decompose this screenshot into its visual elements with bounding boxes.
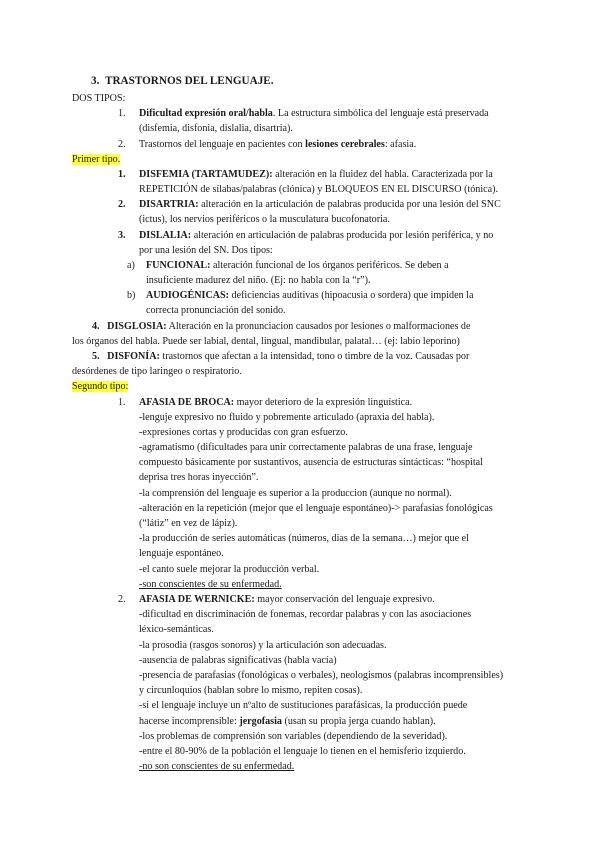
disglosia-cont: los órganos del habla. Puede ser labial, dental, lingual, mandibular, palatal… (ej: labio leporino): [72, 336, 460, 347]
wernicke-point: y circunloquios (hablan sobre lo mismo, repiten cosas).: [139, 685, 363, 696]
jergofasia-term: jergofasia: [239, 716, 282, 727]
primer-tipo-heading: Primer tipo.: [72, 154, 121, 165]
segundo-tipo-heading: Segundo tipo:: [72, 381, 129, 392]
broca-point: -el canto suele mejorar la producción verbal.: [139, 564, 320, 575]
disfemia-cont: REPETICIÓN de sílabas/palabras (clónica) y BLOQUEOS EN EL DISCURSO (tónica).: [139, 184, 499, 195]
wernicke-point: -si el lenguaje incluye un nºalto de sustituciones parafásicas, la producción puede: [139, 700, 468, 711]
heading-text: TRASTORNOS DEL LENGUAJE.: [104, 75, 274, 87]
disfonia-cont: desórdenes de tipo laringeo o respiratorio.: [72, 366, 242, 377]
wernicke-point: -los problemas de comprensión son variables (dependiendo de la severidad).: [139, 731, 448, 742]
wernicke-line: AFASIA DE WERNICKE: mayor conservación del lenguaje expresivo.: [139, 594, 435, 605]
heading-number: 3.: [91, 75, 100, 87]
disfemia-line: DISFEMIA (TARTAMUDEZ): alteración en la fluidez del habla. Caracterizada por la: [139, 169, 493, 180]
wernicke-point: léxico-semánticas.: [139, 624, 214, 635]
wernicke-point: -dificultad en discriminación de fonemas, recordar palabras y con las asociaciones: [139, 609, 472, 620]
broca-line: AFASIA DE BROCA: mayor deterioro de la expresión linguística.: [139, 397, 413, 408]
disfemia-term: DISFEMIA (TARTAMUDEZ):: [139, 169, 273, 180]
broca-term: AFASIA DE BROCA:: [139, 397, 235, 408]
dislalia-term: DISLALIA:: [139, 230, 192, 241]
audiogenicas-line: AUDIOGÉNICAS: deficiencias auditivas (hipoacusia o sordera) que impiden la: [146, 290, 474, 301]
dislalia-number: 3.: [118, 230, 126, 241]
wernicke-point: -la prosodia (rasgos sonoros) y la articulación son adecuadas.: [139, 640, 387, 651]
dos-tipos-label: DOS TIPOS:: [72, 93, 126, 104]
wernicke-number: 2.: [118, 594, 126, 605]
broca-number: 1.: [118, 397, 126, 408]
broca-point: -la producción de series automáticas (números, dias de la semana…) mejor que el: [139, 533, 469, 544]
broca-point: -agramatismo (dificultades para unir correctamente palabras de una frase, lenguaje: [139, 442, 473, 453]
dislalia-line: DISLALIA: alteración en articulación de palabras producida por lesión periférica, y no: [139, 230, 494, 241]
wernicke-point: -ausencia de palabras significativas (habla vacía): [139, 655, 337, 666]
broca-point: deprisa tres horas inyección”.: [139, 472, 259, 483]
disartria-term: DISARTRIA:: [139, 199, 199, 210]
disartria-number: 2.: [118, 199, 126, 210]
wernicke-point: -entre el 80-90% de la población el lenguaje lo tienen en el hemisferio izquierdo.: [139, 746, 466, 757]
wernicke-point: -presencia de parafasias (fonológicas o verbales), neologismos (palabras incomprensibles): [139, 670, 504, 681]
audiogenicas-letter: b): [127, 290, 136, 301]
type-1-line: Dificultad expresión oral/habla. La estructura simbólica del lenguaje está preservada: [139, 108, 489, 119]
disglosia-line: 4. DISGLOSIA: Alteración en la pronunciacion causados por lesiones o malformaciones de: [92, 321, 471, 332]
disartria-cont: (ictus), los nervios periféricos o la musculatura bucofonatoria.: [139, 214, 390, 225]
disartria-line: DISARTRIA: alteración en la articulación de palabras producida por una lesión del SNC: [139, 199, 501, 210]
type-1-number: 1.: [118, 108, 126, 119]
disfemia-number: 1.: [118, 169, 126, 180]
funcional-letter: a): [127, 260, 135, 271]
broca-awareness: -son conscientes de su enfermedad.: [139, 579, 282, 590]
funcional-line: FUNCIONAL: alteración funcional de los órganos periféricos. Se deben a: [146, 260, 449, 271]
type-2-number: 2.: [118, 139, 126, 150]
wernicke-jergofasia-line: hacerse incomprensible: jergofasia (usan su propia jerga cuando hablan).: [139, 716, 436, 727]
disfonia-line: 5. DISFONÍA: trastornos que afectan a la intensidad, tono o timbre de la voz. Causadas por: [92, 351, 470, 362]
audiogenicas-term: AUDIOGÉNICAS:: [146, 290, 230, 301]
broca-point: (“látiz” en vez de lápiz).: [139, 518, 238, 529]
broca-point: -alteración en la repetición (mejor que el lenguaje espontáneo)-> parafasias fonológicas: [139, 503, 493, 514]
type-1-cont: (disfemia, disfonia, dislalia, disartria).: [139, 123, 293, 134]
type-1-bold: Dificultad expresión oral/habla: [139, 108, 273, 119]
funcional-cont: insuficiente madurez del niño. (Ej: no habla con la “r”).: [146, 275, 371, 286]
broca-point: lenguaje espontáneo.: [139, 548, 224, 559]
broca-point: -expresiones cortas y producidas con gran esfuerzo.: [139, 427, 348, 438]
type-2-line: Trastornos del lenguaje en pacientes con lesiones cerebrales: afasia.: [139, 139, 417, 150]
broca-point: -lenguje expresivo no fluido y pobremente articulado (apraxia del habla).: [139, 412, 435, 423]
disfonia-term: DISFONÍA:: [107, 351, 160, 362]
wernicke-term: AFASIA DE WERNICKE:: [139, 594, 255, 605]
funcional-term: FUNCIONAL:: [146, 260, 211, 271]
audiogenicas-cont: correcta pronunciación del sonido.: [146, 305, 286, 316]
section-heading: [91, 74, 274, 89]
dislalia-cont: por una lesión del SN. Dos tipos:: [139, 245, 273, 256]
disglosia-term: DISGLOSIA:: [107, 321, 167, 332]
broca-point: compuesto básicamente por sustantivos, ausencia de estructuras sintácticas: “hospital: [139, 457, 483, 468]
wernicke-awareness: -no son conscientes de su enfermedad.: [139, 761, 295, 772]
type-2-bold: lesiones cerebrales: [305, 139, 385, 150]
broca-point: -la comprensión del lenguaje es superior a la produccion (aunque no normal).: [139, 488, 452, 499]
